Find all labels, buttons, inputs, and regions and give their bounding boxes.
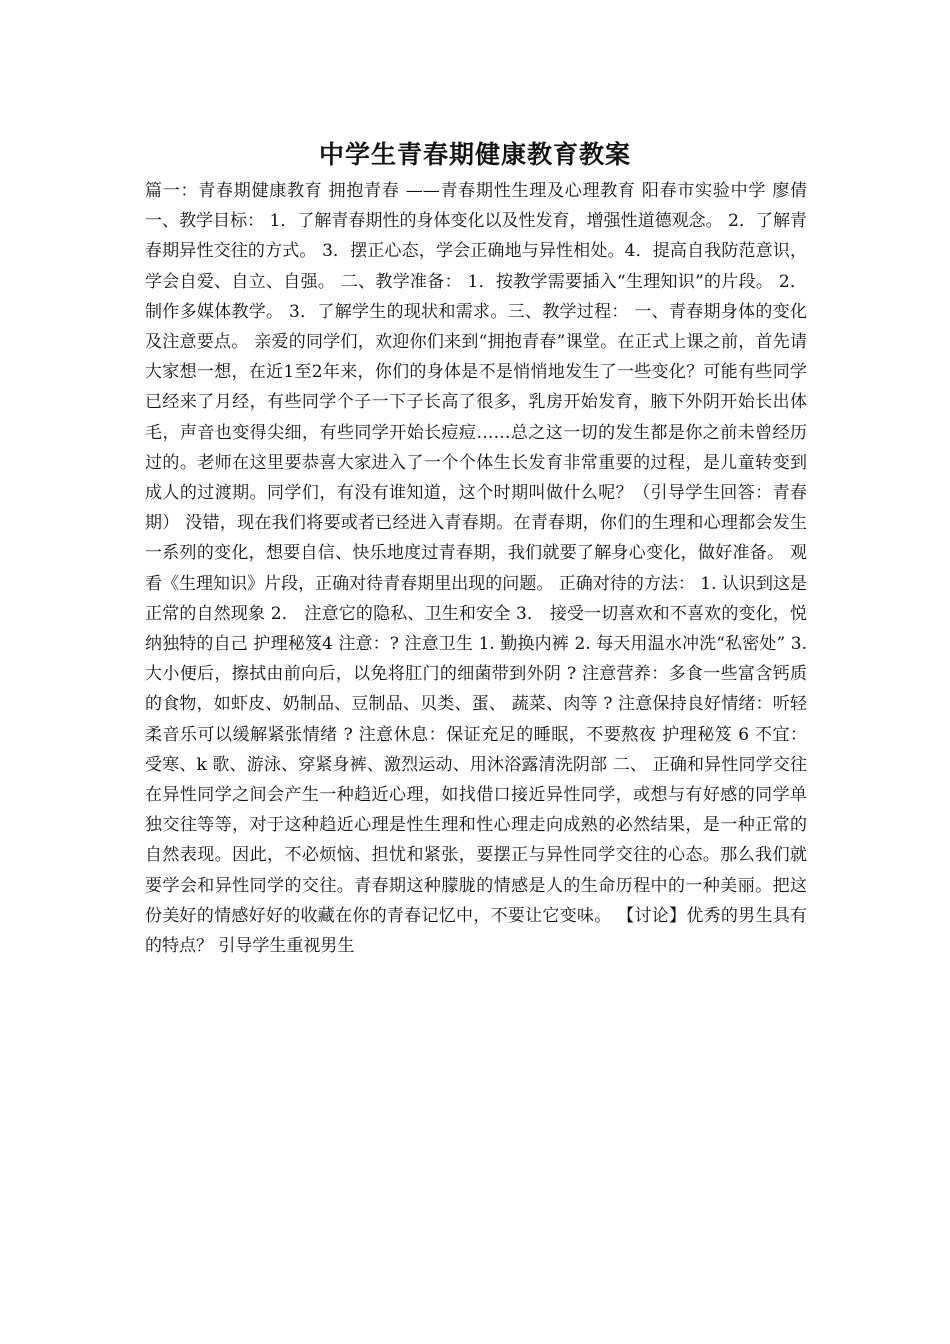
document-title: 中学生青春期健康教育教案: [318, 139, 631, 169]
document-body-text: 篇一：青春期健康教育 拥抱青春 ——青春期性生理及心理教育 阳春市实验中学 廖倩 一、教学目标： 1．了解青春期性的身体变化以及性发育，增强性道德观念。 2．了解青春期异性交往的方式。 3．摆正心态，学会正确地与异性相处。4．提高自我防范意识，学会自爱、自立、自强。 二、教学准备： 1．按教学需要插入“生理知识”的片段。 2．制作多媒体教学。 3．了解学生的现状和需求。三、教学过程： 一、青春期身体的变化及注意要点。 亲爱的同学们，欢迎你们来到“拥抱青春”课堂。在正式上课之前，首先请大家想一想，在近1至2年来，你们的身体是不是悄悄地发生了一些变化？可能有些同学已经来了月经，有些同学个子一下子长高了很多，乳房开始发育，腋下外阴开始长出体毛，声音也变得尖细，有些同学开始长痘痘……总之这一切的发生都是你之前未曾经历过的。老师在这里要恭喜大家进入了一个个体生长发育非常重要的过程，是儿童转变到成人的过渡期。同学们，有没有谁知道，这个时期叫做什么呢？（引导学生回答：青春期） 没错，现在我们将要或者已经进入青春期。在青春期，你们的生理和心理都会发生一系列的变化，想要自信、快乐地度过青春期，我们就要了解身心变化，做好准备。 观看《生理知识》片段，正确对待青春期里出现的问题。 正确对待的方法： 1. 认识到这是正常的自然现象 2． 注意它的隐私、卫生和安全 3． 接受一切喜欢和不喜欢的变化，悦纳独特的自己 护理秘笈4 注意：? 注意卫生 1. 勤换内裤 2. 每天用温水冲洗“私密处” 3. 大小便后，擦拭由前向后，以免将肛门的细菌带到外阴 ? 注意营养：多食一些富含钙质的食物，如虾皮、奶制品、豆制品、贝类、蛋、 蔬菜、肉等 ? 注意保持良好情绪：听轻柔音乐可以缓解紧张情绪 ? 注意休息：保证充足的睡眠，不要熬夜 护理秘笈 6 不宜： 受寒、k 歌、游泳、穿紧身裤、激烈运动、用沐浴露清洗阴部 二、 正确和异性同学交往 在异性同学之间会产生一种趋近心理，如找借口接近异性同学，或想与有好感的同学单独交往等等，对于这种趋近心理是性生理和性心理走向成熟的必然结果，是一种正常的自然表现。因此，不必烦恼、担忧和紧张，要摆正与异性同学交往的心态。那么我们就要学会和异性同学的交往。青春期这种朦胧的情感是人的生命历程中的一种美丽。把这份美好的情感好好的收藏在你的青春记忆中，不要让它变味。 【讨论】优秀的男生具有的特点？ 引导学生重视男生: [145, 181, 807, 957]
